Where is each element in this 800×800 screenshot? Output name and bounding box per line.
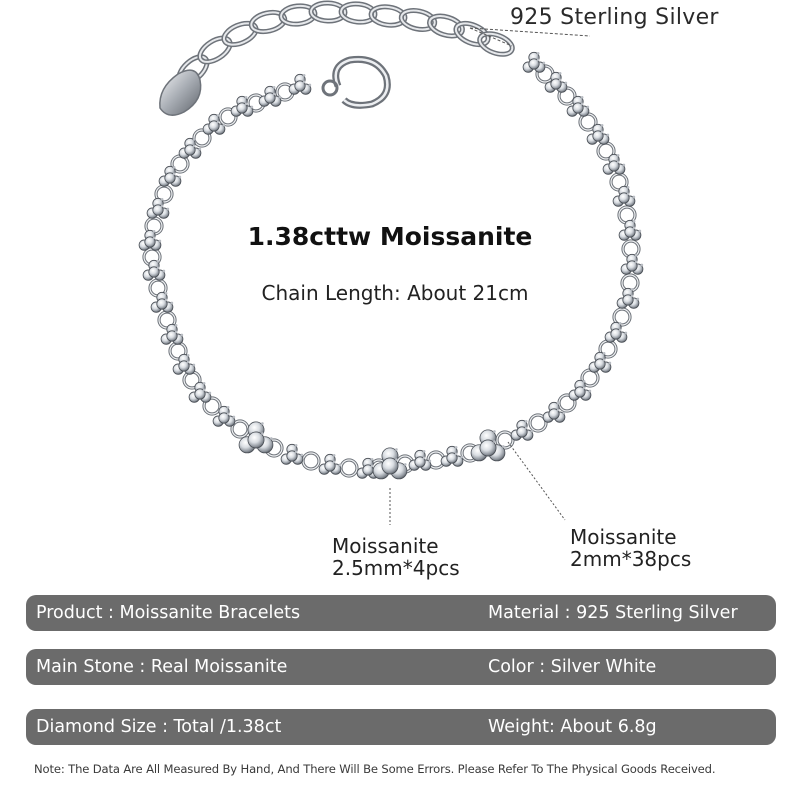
prong bbox=[609, 362, 612, 365]
prong bbox=[537, 52, 540, 55]
prong bbox=[209, 392, 212, 395]
link-ring-shine bbox=[303, 453, 319, 469]
prong bbox=[193, 364, 196, 367]
prong bbox=[617, 161, 620, 164]
prong bbox=[531, 430, 534, 433]
prong bbox=[245, 96, 248, 99]
prong bbox=[203, 389, 206, 392]
prong bbox=[175, 331, 178, 334]
prong bbox=[461, 456, 464, 459]
prong bbox=[583, 380, 586, 383]
prong bbox=[301, 454, 304, 457]
material-callout: 925 Sterling Silver bbox=[510, 5, 719, 30]
prong bbox=[217, 114, 220, 117]
prong bbox=[557, 409, 560, 412]
prong bbox=[423, 457, 426, 460]
prong bbox=[565, 82, 568, 85]
prong bbox=[587, 106, 590, 109]
prong bbox=[270, 437, 273, 440]
prong bbox=[502, 445, 505, 448]
spec-material: Material : 925 Sterling Silver bbox=[488, 603, 738, 623]
prong bbox=[395, 448, 398, 451]
prong bbox=[227, 413, 230, 416]
prong bbox=[589, 390, 592, 393]
prong bbox=[607, 134, 610, 137]
bracelet-links bbox=[139, 52, 643, 479]
prong bbox=[161, 198, 164, 201]
prong bbox=[179, 176, 182, 179]
spec-product: Product : Moissanite Bracelets bbox=[36, 603, 301, 623]
prong bbox=[203, 382, 206, 385]
prong bbox=[543, 62, 546, 65]
prong bbox=[333, 461, 336, 464]
prong bbox=[339, 464, 342, 467]
extender-chain bbox=[160, 2, 515, 115]
spec-color: Color : Silver White bbox=[488, 657, 657, 677]
prong bbox=[455, 446, 458, 449]
large-stone-size: 2.5mm*4pcs bbox=[332, 556, 460, 580]
prong bbox=[295, 451, 298, 454]
prong bbox=[273, 86, 276, 89]
prong bbox=[167, 208, 170, 211]
prong bbox=[583, 387, 586, 390]
prong bbox=[455, 453, 458, 456]
prong bbox=[163, 270, 166, 273]
prong bbox=[525, 420, 528, 423]
prong bbox=[261, 422, 264, 425]
spec-weight: Weight: About 6.8g bbox=[488, 717, 657, 737]
prong bbox=[279, 96, 282, 99]
spec-row-stone bbox=[26, 649, 776, 685]
large-stone-type: Moissanite bbox=[332, 534, 439, 558]
prong bbox=[559, 72, 562, 75]
lobster-clasp bbox=[323, 59, 387, 105]
prong bbox=[581, 96, 584, 99]
prong bbox=[404, 463, 407, 466]
prong bbox=[633, 196, 636, 199]
small-stone-callout bbox=[570, 526, 691, 570]
prong bbox=[273, 93, 276, 96]
prong bbox=[627, 186, 630, 189]
prong bbox=[187, 361, 190, 364]
prong bbox=[581, 103, 584, 106]
prong bbox=[193, 145, 196, 148]
prong bbox=[199, 148, 202, 151]
prong bbox=[627, 193, 630, 196]
large-stone-callout bbox=[332, 535, 460, 579]
prong bbox=[603, 352, 606, 355]
prong bbox=[635, 254, 638, 257]
prong bbox=[423, 450, 426, 453]
prong bbox=[603, 359, 606, 362]
prong bbox=[223, 124, 226, 127]
prong bbox=[227, 406, 230, 409]
spec-diamond-size: Diamond Size : Total /1.38ct bbox=[36, 717, 282, 737]
prong bbox=[601, 124, 604, 127]
prong bbox=[619, 329, 622, 332]
small-stone-size: 2mm*38pcs bbox=[570, 547, 692, 571]
spec-main-stone: Main Stone : Real Moissanite bbox=[36, 657, 288, 677]
prong bbox=[641, 264, 644, 267]
prong bbox=[333, 454, 336, 457]
spec-row-product bbox=[26, 595, 776, 631]
prong bbox=[251, 106, 254, 109]
prong bbox=[173, 173, 176, 176]
prong bbox=[181, 334, 184, 337]
prong bbox=[187, 354, 190, 357]
prong bbox=[161, 205, 164, 208]
spec-row-size bbox=[26, 709, 776, 745]
prong bbox=[371, 465, 374, 468]
link-ring-shine bbox=[341, 460, 357, 476]
prong bbox=[309, 84, 312, 87]
prong bbox=[429, 460, 432, 463]
prong bbox=[395, 458, 398, 461]
prong bbox=[295, 444, 298, 447]
prong bbox=[623, 164, 626, 167]
prong bbox=[217, 121, 220, 124]
prong bbox=[245, 103, 248, 106]
prong bbox=[193, 138, 196, 141]
prong bbox=[557, 402, 560, 405]
prong bbox=[525, 427, 528, 430]
prong bbox=[157, 267, 160, 270]
prong bbox=[261, 432, 264, 435]
prong bbox=[601, 131, 604, 134]
prong bbox=[537, 59, 540, 62]
prong bbox=[493, 440, 496, 443]
carat-weight-title: 1.38cttw Moissanite bbox=[247, 222, 533, 251]
prong bbox=[563, 412, 566, 415]
chain-length-text: Chain Length: About 21cm bbox=[261, 281, 529, 305]
prong bbox=[371, 458, 374, 461]
chain-tag bbox=[160, 70, 201, 115]
prong bbox=[175, 324, 178, 327]
clasp-ring bbox=[323, 81, 337, 95]
measurement-note: Note: The Data Are All Measured By Hand, And There Will Be Some Errors. Please Refer To The Physical Goods Received. bbox=[34, 762, 716, 776]
prong bbox=[617, 154, 620, 157]
prong bbox=[303, 74, 306, 77]
prong bbox=[303, 81, 306, 84]
prong bbox=[233, 416, 236, 419]
prong bbox=[625, 332, 628, 335]
small-stone-type: Moissanite bbox=[570, 525, 677, 549]
prong bbox=[619, 322, 622, 325]
prong bbox=[157, 260, 160, 263]
prong bbox=[635, 261, 638, 264]
prong bbox=[559, 79, 562, 82]
prong bbox=[173, 166, 176, 169]
prong bbox=[493, 430, 496, 433]
